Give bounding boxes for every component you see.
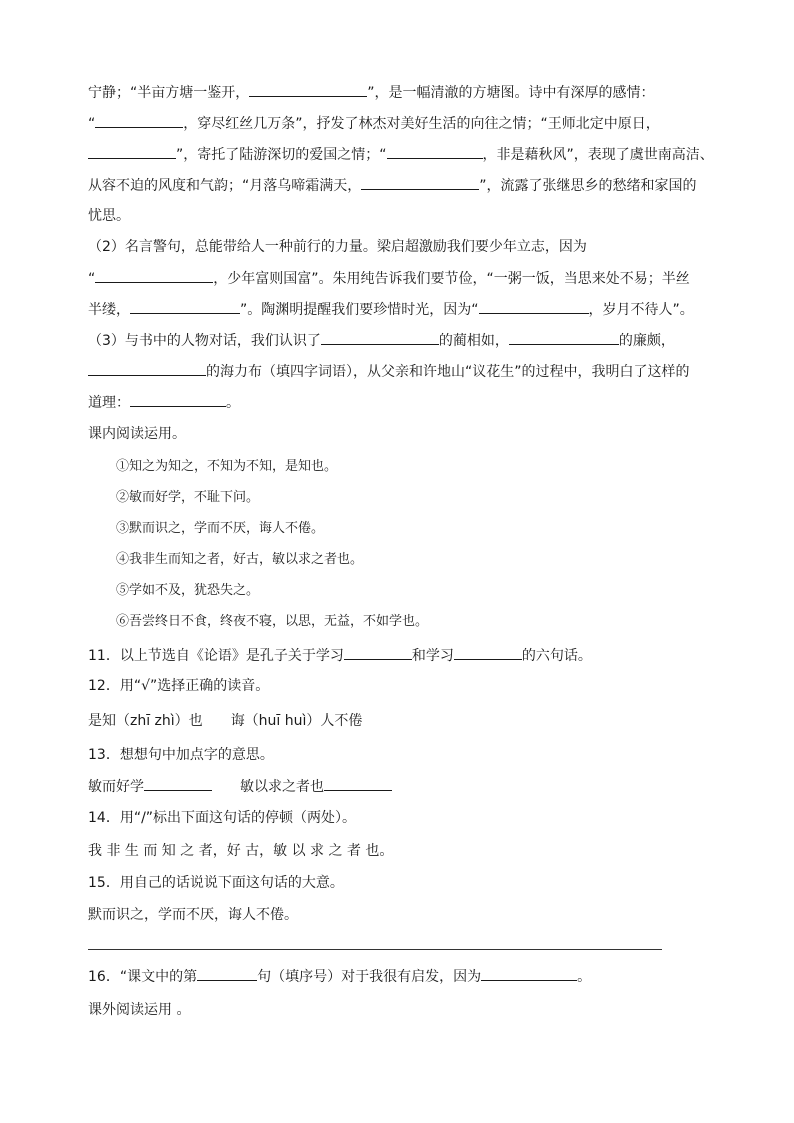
question-3-line-3 [88, 392, 734, 413]
text: 从容不迫的风度和气韵；“月落乌啼霜满天， [88, 178, 362, 194]
text: （3）与书中的人物对话，我们认识了 [88, 333, 321, 349]
text: （2）名言警句，总能带给人一种前行的力量。梁启超激励我们要少年立志，因为 [88, 239, 587, 255]
text: 课内阅读运用。 [88, 426, 186, 442]
text: 忧思。 [88, 208, 130, 224]
quote-3: ③默而识之，学而不厌，诲人不倦。 [116, 521, 325, 536]
text: 11．以上节选自《论语》是孔子关于学习 [88, 648, 344, 664]
text: “ [88, 116, 96, 132]
text: 。 [577, 969, 592, 985]
question-13-items [88, 776, 734, 797]
text: 半缕， [88, 302, 130, 318]
text: 课外阅读运用 。 [88, 1002, 191, 1018]
quote-2: ②敏而好学，不耻下问。 [116, 490, 260, 505]
text: ”，流露了张继思乡的愁绪和家国的 [479, 178, 697, 194]
section-heading [88, 1000, 734, 1020]
answer-blank[interactable] [321, 330, 439, 345]
text: 我 非 生 而 知 之 者，好 古，敏 以 求 之 者 也。 [88, 843, 394, 859]
quote-1: ①知之为知之，不知为不知，是知也。 [116, 459, 338, 474]
question-2-line-3 [88, 299, 734, 320]
answer-blank[interactable] [88, 361, 206, 376]
question-2-intro [88, 237, 734, 257]
question-16 [88, 966, 734, 987]
quote-4: ④我非生而知之者，好古，敏以求之者也。 [116, 552, 364, 567]
text: 默而识之，学而不厌，诲人不倦。 [88, 907, 298, 923]
text: ”，寄托了陆游深切的爱国之情；“ [176, 147, 387, 163]
section-heading [88, 424, 734, 444]
answer-blank[interactable] [479, 299, 589, 314]
question-11 [88, 645, 734, 666]
text: 12．用“√”选择正确的读音。 [88, 678, 270, 694]
text: ，岁月不待人”。 [588, 302, 694, 318]
answer-blank[interactable] [144, 776, 212, 791]
quote-5: ⑤学如不及，犹恐失之。 [116, 583, 260, 598]
answer-blank[interactable] [130, 392, 226, 407]
answer-blank[interactable] [344, 645, 412, 660]
answer-blank[interactable] [249, 82, 367, 97]
answer-blank[interactable] [95, 113, 183, 128]
question-3-line-2 [88, 361, 734, 382]
question-12 [88, 676, 734, 696]
text: ”。陶渊明提醒我们要珍惜时光，因为“ [240, 302, 479, 318]
question-12-options [88, 711, 734, 731]
poem-line-1 [88, 82, 734, 103]
question-14-sentence[interactable] [88, 841, 734, 861]
text: 道理： [88, 395, 130, 411]
text: 的蔺相如， [438, 333, 509, 349]
text: 敏而好学 [88, 779, 144, 795]
answer-blank[interactable] [387, 144, 483, 159]
answer-blank[interactable] [324, 776, 392, 791]
text: 敏以求之者也 [240, 779, 324, 795]
text: ，非是藉秋风”，表现了虞世南高洁、 [482, 147, 714, 163]
text: ，穿尽红丝几万条”，抒发了林杰对美好生活的向往之情；“王师北定中原日， [183, 116, 660, 132]
pronunciation-option-2[interactable]: 诲（huī huì）人不倦 [230, 713, 363, 729]
answer-line[interactable] [88, 949, 662, 950]
text: 句（填序号）对于我很有启发，因为 [257, 969, 482, 985]
text: “ [88, 271, 96, 287]
answer-blank[interactable] [130, 299, 240, 314]
text: 的海力布（填四字词语），从父亲和许地山“议花生”的过程中，我明白了这样的 [206, 364, 690, 380]
question-15 [88, 873, 734, 893]
text: 的六句话。 [521, 648, 592, 664]
text: ”，是一幅清澈的方塘图。诗中有深厚的感情： [367, 85, 655, 101]
answer-blank[interactable] [88, 144, 176, 159]
answer-blank[interactable] [361, 175, 479, 190]
poem-line-2 [88, 113, 734, 134]
answer-blank[interactable] [95, 268, 213, 283]
answer-blank[interactable] [481, 966, 577, 981]
poem-line-4 [88, 175, 734, 196]
question-13 [88, 745, 734, 765]
quote-6: ⑥吾尝终日不食，终夜不寝，以思，无益，不如学也。 [116, 614, 429, 629]
question-3-line-1 [88, 330, 734, 351]
text: 13．想想句中加点字的意思。 [88, 747, 274, 763]
poem-line-3 [88, 144, 734, 165]
text: 16．“课文中的第 [88, 969, 198, 985]
text: 15．用自己的话说说下面这句话的大意。 [88, 875, 344, 891]
question-14 [88, 808, 734, 828]
text: 宁静；“半亩方塘一鉴开， [88, 85, 250, 101]
pronunciation-option-1[interactable]: 是知（zhī zhì）也 [88, 713, 203, 729]
poem-line-5 [88, 206, 734, 226]
answer-blank[interactable] [197, 966, 257, 981]
text: 。 [226, 395, 240, 411]
text: 14．用“/”标出下面这句话的停顿（两处）。 [88, 810, 357, 826]
text: 的廉颇， [618, 333, 675, 349]
answer-blank[interactable] [509, 330, 619, 345]
question-2-line-2 [88, 268, 734, 289]
text: 和学习 [411, 648, 454, 664]
text: ，少年富则国富”。朱用纯告诉我们要节俭，“一粥一饭，当思来处不易；半丝 [213, 271, 690, 287]
answer-blank[interactable] [454, 645, 522, 660]
question-15-sentence [88, 905, 734, 925]
